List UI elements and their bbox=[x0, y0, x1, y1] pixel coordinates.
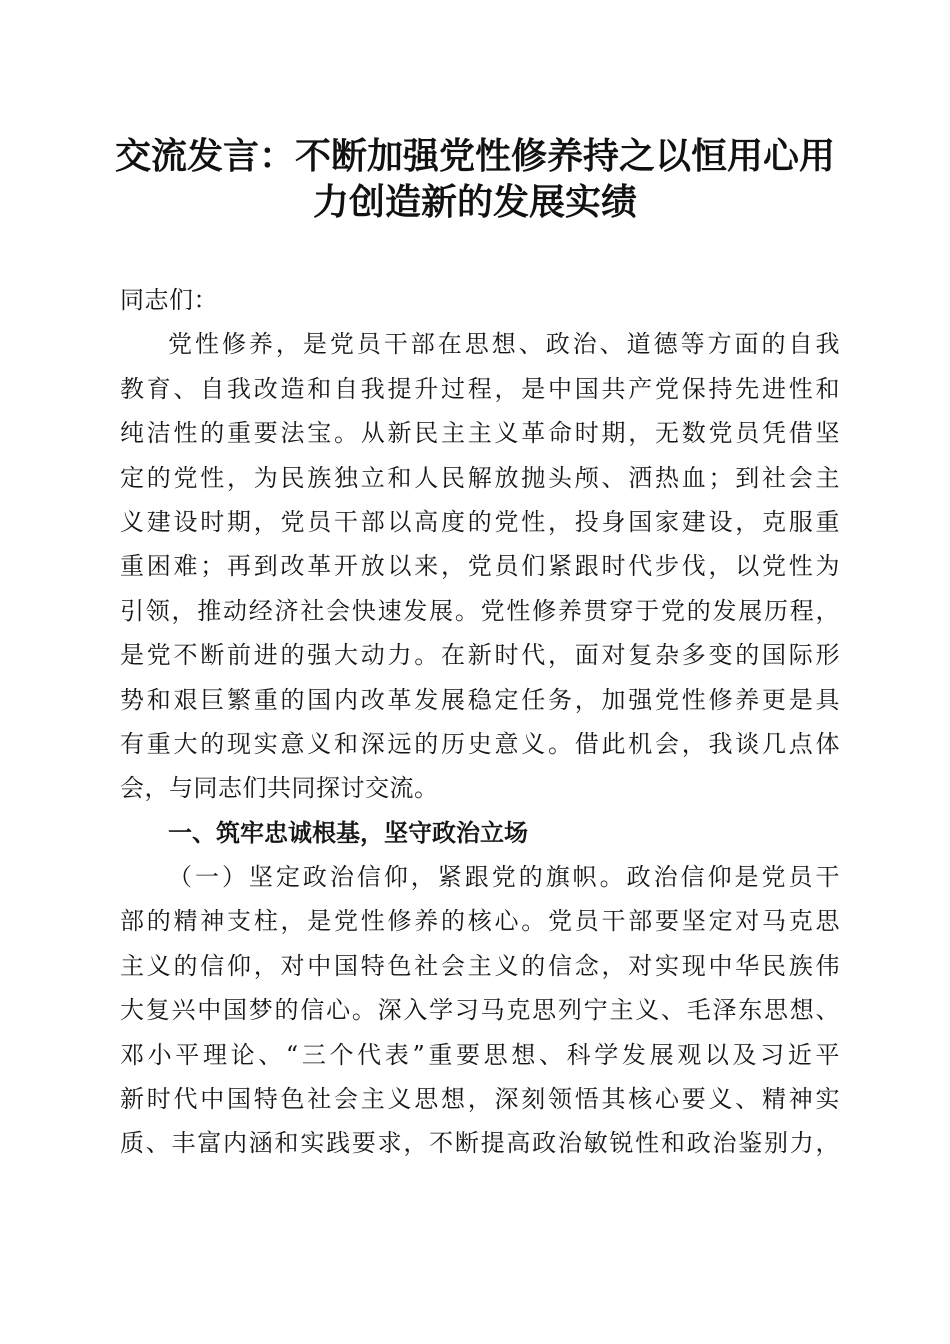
intro-line-8: 是党不断前进的强大动力。在新时代，面对复杂多变的国际形 bbox=[120, 641, 840, 670]
section-1-heading: 一、筑牢忠诚根基，坚守政治立场 bbox=[168, 818, 528, 847]
document-body bbox=[120, 278, 840, 1166]
section-1-line-4: 大复兴中国梦的信心。深入学习马克思列宁主义、毛泽东思想、 bbox=[120, 996, 840, 1025]
document-title bbox=[112, 133, 838, 225]
intro-line-1: 党性修养，是党员干部在思想、政治、道德等方面的自我 bbox=[168, 330, 840, 359]
intro-line-9: 势和艰巨繁重的国内改革发展稳定任务，加强党性修养更是具 bbox=[120, 685, 840, 714]
intro-line-6: 重困难；再到改革开放以来，党员们紧跟时代步伐，以党性为 bbox=[120, 552, 840, 581]
intro-line-11: 会，与同志们共同探讨交流。 bbox=[120, 774, 439, 803]
intro-line-3: 纯洁性的重要法宝。从新民主主义革命时期，无数党员凭借坚 bbox=[120, 419, 840, 448]
section-1-line-5: 邓小平理论、“三个代表”重要思想、科学发展观以及习近平 bbox=[120, 1040, 840, 1069]
section-1-line-2: 部的精神支柱，是党性修养的核心。党员干部要坚定对马克思 bbox=[120, 907, 840, 936]
intro-line-10: 有重大的现实意义和深远的历史意义。借此机会，我谈几点体 bbox=[120, 729, 840, 758]
title-line-1: 交流发言：不断加强党性修养持之以恒用心用 bbox=[114, 135, 835, 177]
intro-line-2: 教育、自我改造和自我提升过程，是中国共产党保持先进性和 bbox=[120, 374, 840, 403]
section-1-line-7: 质、丰富内涵和实践要求，不断提高政治敏锐性和政治鉴别力， bbox=[120, 1129, 840, 1158]
intro-line-4: 定的党性，为民族独立和人民解放抛头颅、洒热血；到社会主 bbox=[120, 463, 840, 492]
intro-line-5: 义建设时期，党员干部以高度的党性，投身国家建设，克服重 bbox=[120, 507, 840, 536]
salutation: 同志们： bbox=[120, 286, 218, 314]
section-1-line-1: （一）坚定政治信仰，紧跟党的旗帜。政治信仰是党员干 bbox=[168, 863, 840, 892]
section-1-line-6: 新时代中国特色社会主义思想，深刻领悟其核心要义、精神实 bbox=[120, 1085, 840, 1114]
title-line-2: 力创造新的发展实绩 bbox=[312, 181, 637, 223]
intro-line-7: 引领，推动经济社会快速发展。党性修养贯穿于党的发展历程， bbox=[120, 596, 840, 625]
section-1-line-3: 主义的信仰，对中国特色社会主义的信念，对实现中华民族伟 bbox=[120, 951, 840, 980]
